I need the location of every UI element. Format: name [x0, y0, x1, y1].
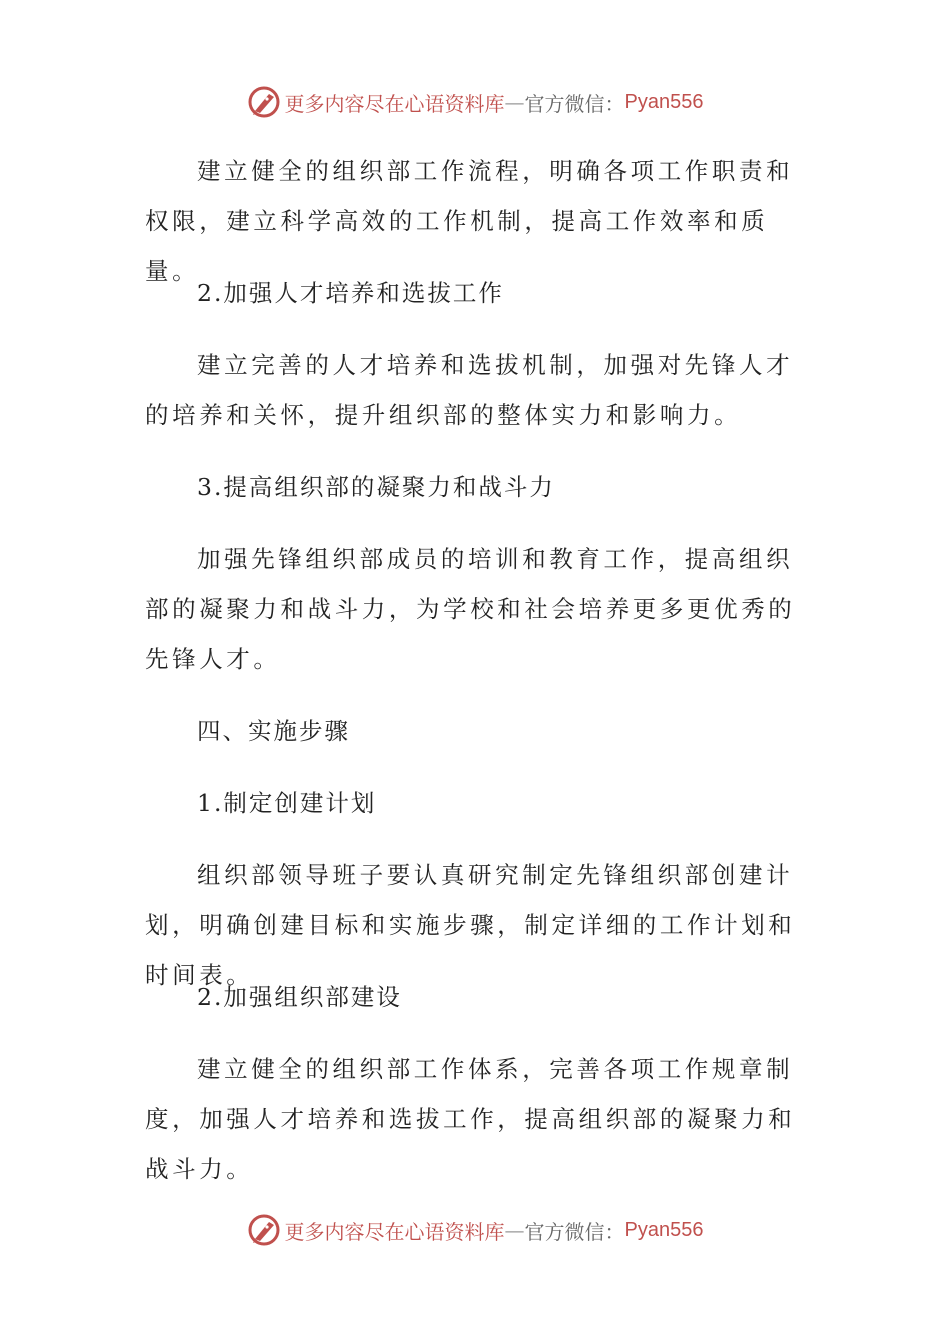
- banner-wechat-label: 官方微信：: [524, 91, 625, 116]
- pen-nib-logo-icon: [247, 85, 281, 119]
- heading-strengthen-org: 2.加强组织部建设: [197, 983, 402, 1011]
- banner-wechat-id: Pyan556: [624, 1218, 704, 1241]
- paragraph-workflow: 建立健全的组织部工作流程，明确各项工作职责和权限，建立科学高效的工作机制，提高工作效率和质量。: [145, 157, 794, 285]
- footer-banner: [0, 1210, 950, 1250]
- heading-create-plan: 1.制定创建计划: [197, 789, 377, 817]
- heading-cohesion: 3.提高组织部的凝聚力和战斗力: [197, 473, 555, 501]
- banner-separator: —: [504, 1218, 525, 1242]
- banner-main-text: 更多内容尽在心语资料库: [284, 91, 505, 116]
- banner-main-text: 更多内容尽在心语资料库: [284, 1219, 505, 1244]
- paragraph-leadership-plan: 组织部领导班子要认真研究制定先锋组织部创建计划，明确创建目标和实施步骤，制定详细的工作计划和时间表。: [145, 861, 796, 989]
- paragraph-member-training: 加强先锋组织部成员的培训和教育工作，提高组织部的凝聚力和战斗力，为学校和社会培养更多更优秀的先锋人才。: [145, 545, 796, 673]
- heading-talent-training: 2.加强人才培养和选拔工作: [197, 279, 504, 307]
- heading-implementation-steps: 四、实施步骤: [197, 717, 350, 745]
- paragraph-talent-mechanism: 建立完善的人才培养和选拔机制，加强对先锋人才的培养和关怀，提升组织部的整体实力和影响力。: [145, 351, 794, 429]
- banner-wechat-label: 官方微信：: [524, 1219, 625, 1244]
- pen-nib-logo-icon: [247, 1213, 281, 1247]
- banner-separator: —: [504, 90, 525, 114]
- header-banner: [0, 82, 950, 122]
- paragraph-org-system: 建立健全的组织部工作体系，完善各项工作规章制度，加强人才培养和选拔工作，提高组织部的凝聚力和战斗力。: [145, 1055, 796, 1183]
- banner-wechat-id: Pyan556: [624, 90, 704, 113]
